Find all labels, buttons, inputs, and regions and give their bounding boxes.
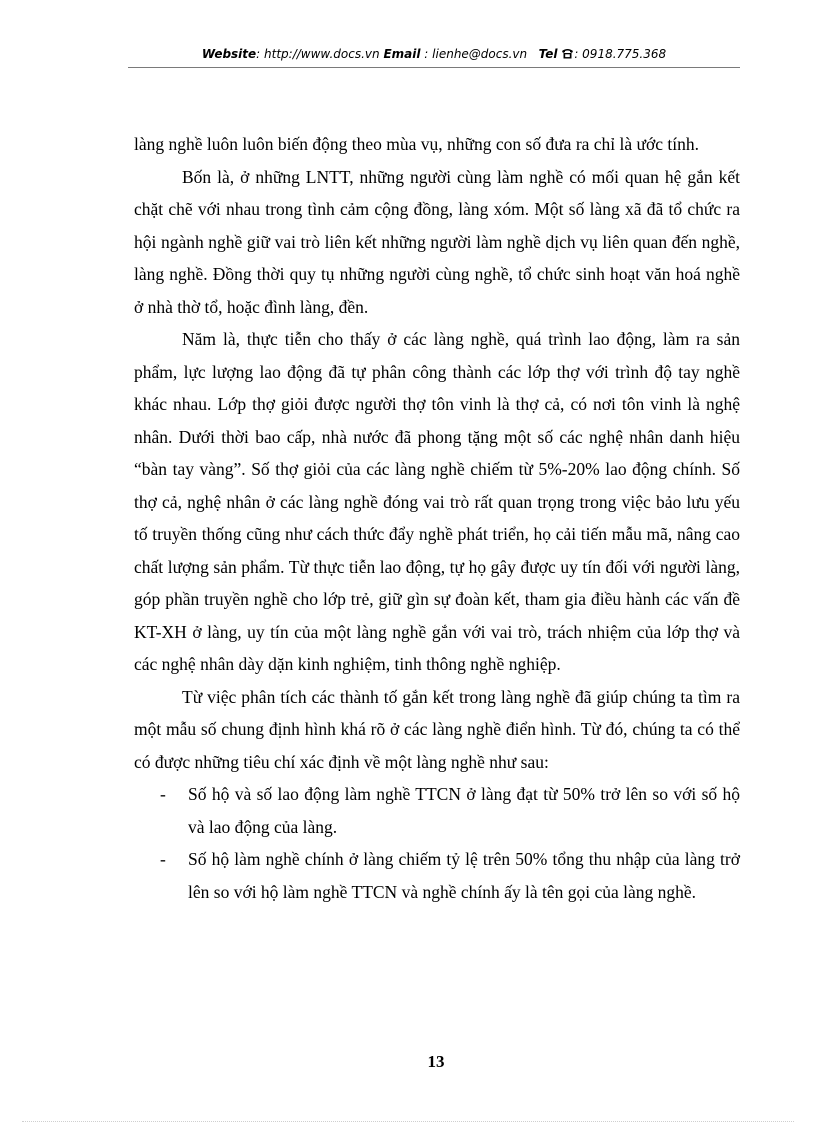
email-label: Email — [383, 47, 421, 61]
phone-icon — [561, 47, 574, 61]
paragraph-nam-la: Năm là, thực tiễn cho thấy ở các làng nghề, quá trình lao động, làm ra sản phẩm, lực lượng lao động đã tự phân công thành các lớp thợ với trình độ tay nghề khác nhau. Lớp thợ giỏi được người thợ tôn vinh là thợ cả, có nơi tôn vinh là nghệ nhân. Dưới thời bao cấp, nhà nước đã phong tặng một số các nghệ nhân danh hiệu “bàn tay vàng”. Số thợ giỏi của các làng nghề chiếm từ 5%-20% lao động chính. Số thợ cả, nghệ nhân ở các làng nghề đóng vai trò rất quan trọng trong việc bảo lưu yếu tố truyền thống cũng như cách thức đẩy nghề phát triển, họ cải tiến mẫu mã, nâng cao chất lượng sản phẩm. Từ thực tiễn lao động, tự họ gây được uy tín đối với người làng, góp phần truyền nghề cho lớp trẻ, giữ gìn sự đoàn kết, tham gia điều hành các vấn đề KT-XH ở làng, uy tín của một làng nghề gắn với vai trò, trách nhiệm của lớp thợ và các nghệ nhân dày dặn kinh nghiệm, tinh thông nghề nghiệp. — [134, 329, 740, 674]
bullet-text: Số hộ làm nghề chính ở làng chiếm tỷ lệ trên 50% tổng thu nhập của làng trở lên so với hộ làm nghề TTCN và nghề chính ấy là tên gọi của làng nghề. — [188, 849, 740, 902]
bullet-dash: - — [160, 849, 166, 869]
phone-number: : 0918.775.368 — [574, 47, 667, 61]
page-number: 13 — [427, 1052, 445, 1071]
footer-divider — [22, 1121, 794, 1122]
email-link[interactable]: : lienhe@docs.vn — [420, 47, 528, 61]
header-divider — [128, 67, 740, 68]
list-item — [134, 843, 740, 908]
website-label: Website — [201, 47, 257, 61]
paragraph-continuation: làng nghề luôn luôn biến động theo mùa vụ, những con số đưa ra chỉ là ước tính. — [134, 134, 700, 154]
website-link[interactable]: : http://www.docs.vn — [256, 47, 380, 61]
paragraph-bon-la: Bốn là, ở những LNTT, những người cùng làm nghề có mối quan hệ gắn kết chặt chẽ với nhau trong tình cảm cộng đồng, làng xóm. Một số làng xã đã tổ chức ra hội ngành nghề giữ vai trò liên kết những người làm nghề dịch vụ liên quan đến nghề, làng nghề. Đồng thời quy tụ những người cùng nghề, tổ chức sinh hoạt văn hoá nghề ở nhà thờ tổ, hoặc đình làng, đền. — [134, 166, 740, 317]
paragraph-tieu-chi: Từ việc phân tích các thành tố gắn kết trong làng nghề đã giúp chúng ta tìm ra một mẫu số chung định hình khá rõ ở các làng nghề điển hình. Từ đó, chúng ta có thể có được những tiêu chí xác định về một làng nghề như sau: — [134, 686, 740, 772]
tel-label: Tel — [538, 47, 558, 61]
bullet-text: Số hộ và số lao động làm nghề TTCN ở làng đạt từ 50% trở lên so với số hộ và lao động của làng. — [188, 784, 740, 837]
bullet-dash: - — [160, 784, 166, 804]
document-body — [134, 128, 740, 908]
page-header — [128, 47, 740, 61]
list-item — [134, 778, 740, 843]
